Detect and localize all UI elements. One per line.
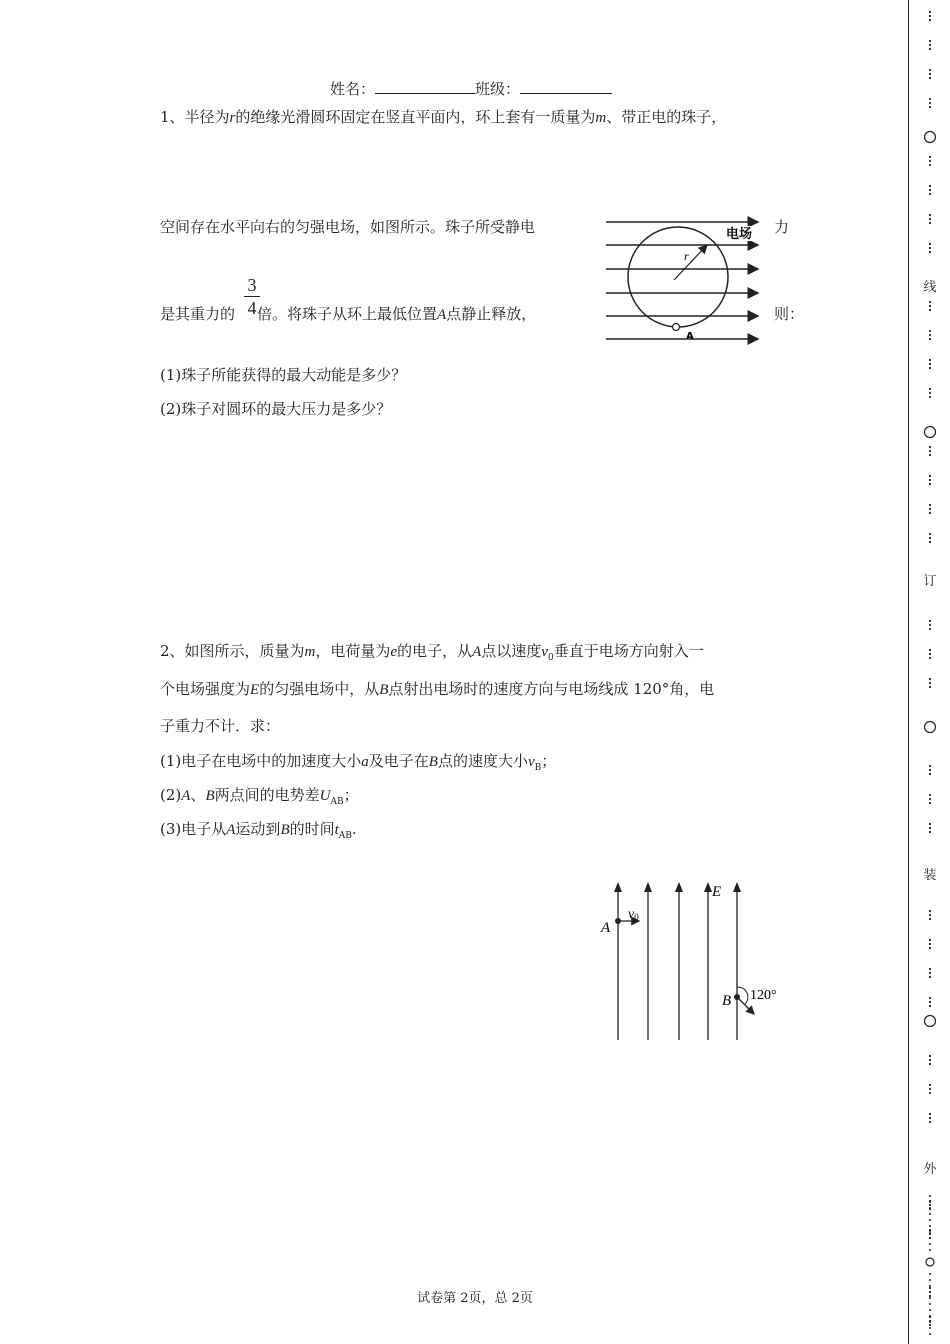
binding-dot: [929, 802, 931, 804]
q1-figure-ring-field: [600, 212, 765, 347]
binding-dot: [929, 483, 931, 485]
fraction-three-quarters: 3 4: [244, 276, 260, 317]
binding-dots: [920, 0, 944, 1344]
binding-dot: [929, 976, 931, 978]
page-footer: 试卷第 2页，总 2页: [417, 1291, 533, 1306]
binding-dot: [929, 73, 931, 75]
dot-pattern: [929, 11, 931, 1335]
q2-sub-3: (3)电子从A运动到B的时间$t_{AB}$.: [160, 820, 357, 841]
class-label: 班级：: [475, 80, 521, 98]
binding-dot: [929, 649, 931, 651]
binding-dot: [929, 164, 931, 166]
binding-dot: [929, 914, 931, 916]
binding-dot: [929, 392, 931, 394]
bead: [673, 324, 680, 331]
binding-dot: [929, 363, 931, 365]
binding-dot: [929, 628, 931, 630]
binding-dot: [929, 1213, 931, 1215]
binding-dot: [929, 1204, 931, 1206]
binding-dot: [929, 1005, 931, 1007]
field-label: 电场: [726, 227, 753, 242]
binding-dot: [929, 1237, 931, 1239]
binding-dot: [929, 1249, 931, 1251]
q1-line-1: 1、半径为r的绝缘光滑圆环固定在竖直平面内，环上套有一质量为m、带正电的珠子，: [160, 108, 727, 126]
binding-dot: [929, 222, 931, 224]
B-label: B: [722, 993, 732, 1009]
binding-dot: [929, 537, 931, 539]
binding-dot: [929, 243, 931, 245]
q1-line-3: 是其重力的 倍。将珠子从环上最低位置A点静止释放，: [160, 305, 537, 323]
binding-dot: [929, 305, 931, 307]
binding-dot: [929, 1309, 931, 1311]
binding-dot: [929, 479, 931, 481]
binding-dot: [929, 773, 931, 775]
binding-dot: [929, 15, 931, 17]
binding-dot: [929, 512, 931, 514]
binding-dot: [929, 653, 931, 655]
angle-label: 120°: [750, 988, 777, 1003]
A-label: A: [601, 920, 611, 936]
binding-dot: [929, 218, 931, 220]
binding-dot: [929, 1117, 931, 1119]
binding-dot: [929, 1121, 931, 1123]
radius-label: r: [684, 249, 689, 263]
q1-line-2: 空间存在水平向右的匀强电场，如图所示。珠子所受静电: [160, 218, 536, 236]
binding-dot: [929, 388, 931, 390]
q1-line-3-end: 则：: [774, 305, 805, 323]
binding-dot: [929, 686, 931, 688]
binding-label-line: 线: [923, 280, 937, 295]
binding-dot: [929, 185, 931, 187]
binding-dot: [929, 77, 931, 79]
binding-dot: [929, 1088, 931, 1090]
binding-dot: [929, 40, 931, 42]
binding-dot: [929, 794, 931, 796]
name-blank[interactable]: [375, 79, 475, 94]
binding-dot: [929, 657, 931, 659]
binding-dot: [929, 106, 931, 108]
binding-dot: [929, 1201, 931, 1203]
binding-dot: [929, 1059, 931, 1061]
binding-dot: [929, 678, 931, 680]
binding-dot: [929, 1219, 931, 1221]
q2-figure-vertical-field: [595, 878, 795, 1046]
binding-dot: [929, 968, 931, 970]
binding-dot: [929, 1001, 931, 1003]
binding-dot: [929, 247, 931, 249]
binding-dot: [929, 1233, 931, 1235]
binding-dot: [929, 1327, 931, 1329]
binding-dot: [929, 44, 931, 46]
binding-dot: [929, 624, 931, 626]
q1-sub-2: (2)珠子对圆环的最大压力是多少？: [160, 400, 392, 418]
student-info-line: [330, 78, 612, 99]
name-label: 姓名：: [330, 80, 376, 98]
binding-dot: [929, 396, 931, 398]
binding-dot: [929, 1324, 931, 1326]
binding-dot: [929, 798, 931, 800]
q2-line-1: 2、如图所示，质量为m，电荷量为e的电子，从A点以速度$v_0$垂直于电场方向射入一: [160, 642, 704, 663]
binding-dot: [929, 918, 931, 920]
binding-dot: [929, 19, 931, 21]
binding-dot: [929, 1225, 931, 1227]
binding-dot: [929, 1279, 931, 1281]
binding-dot: [929, 1333, 931, 1335]
q1-sub-1: (1)珠子所能获得的最大动能是多少？: [160, 366, 407, 384]
binding-dot: [929, 972, 931, 974]
binding-dot: [929, 939, 931, 941]
binding-dot: [929, 160, 931, 162]
binding-dot: [929, 508, 931, 510]
q1-line-2-end: 力: [774, 218, 790, 236]
point-A-label: A: [686, 331, 694, 342]
binding-dot: [929, 454, 931, 456]
binding-label-wai: 外: [923, 1162, 937, 1177]
binding-dot: [929, 338, 931, 340]
binding-dot: [929, 1055, 931, 1057]
binding-dot: [929, 301, 931, 303]
binding-dot: [929, 1113, 931, 1115]
binding-dot: [929, 1195, 931, 1197]
binding-dot: [929, 1321, 931, 1323]
binding-dot: [929, 1243, 931, 1245]
binding-dot: [929, 189, 931, 191]
field-lines-vertical: [618, 886, 737, 1040]
radius-line: [674, 245, 707, 280]
binding-dot: [929, 446, 931, 448]
binding-dot: [929, 48, 931, 50]
binding-label-zhuang: 装: [923, 868, 937, 883]
class-blank[interactable]: [520, 79, 612, 94]
binding-dot: [929, 102, 931, 104]
binding-dot: [929, 334, 931, 336]
binding-dot: [929, 330, 931, 332]
q2-sub-2: (2)A、B两点间的电势差$U_{AB}$；: [160, 786, 359, 807]
binding-dot: [929, 309, 931, 311]
binding-dot: [929, 251, 931, 253]
v0-label: v0: [628, 907, 639, 922]
binding-dot: [929, 1063, 931, 1065]
binding-dot: [929, 504, 931, 506]
binding-dot: [929, 827, 931, 829]
ring: [628, 227, 728, 327]
binding-dot: [929, 823, 931, 825]
q2-sub-1: (1)电子在电场中的加速度大小a及电子在B点的速度大小$v_B$；: [160, 752, 557, 773]
binding-dot: [929, 359, 931, 361]
binding-dot: [929, 831, 931, 833]
binding-label-ding: 订: [923, 574, 937, 589]
binding-dot: [929, 769, 931, 771]
binding-dot: [929, 910, 931, 912]
q2-line-3: 子重力不计．求：: [160, 717, 281, 735]
E-label: E: [712, 884, 722, 900]
binding-dot: [929, 11, 931, 13]
q2-line-2: 个电场强度为E的匀强电场中，从B点射出电场时的速度方向与电场线成 120°角，电: [160, 680, 715, 698]
binding-dot: [929, 620, 931, 622]
binding-dot: [929, 367, 931, 369]
binding-dot: [929, 765, 931, 767]
binding-dot: [929, 1207, 931, 1209]
binding-dot: [929, 1084, 931, 1086]
binding-dot: [929, 947, 931, 949]
binding-dot: [929, 156, 931, 158]
binding-dot: [929, 997, 931, 999]
binding-dot: [929, 475, 931, 477]
binding-dot: [929, 1273, 931, 1275]
binding-dot: [929, 1231, 931, 1233]
binding-dot: [929, 1315, 931, 1317]
binding-dot: [929, 533, 931, 535]
binding-dot: [929, 943, 931, 945]
binding-dot: [929, 193, 931, 195]
binding-dot: [929, 450, 931, 452]
binding-dot: [929, 682, 931, 684]
binding-dot: [929, 69, 931, 71]
binding-dot: [929, 98, 931, 100]
binding-dot: [929, 214, 931, 216]
binding-dot: [929, 1229, 931, 1231]
field-arrowheads: [614, 882, 741, 892]
binding-dot: [929, 1092, 931, 1094]
binding-dot: [929, 541, 931, 543]
